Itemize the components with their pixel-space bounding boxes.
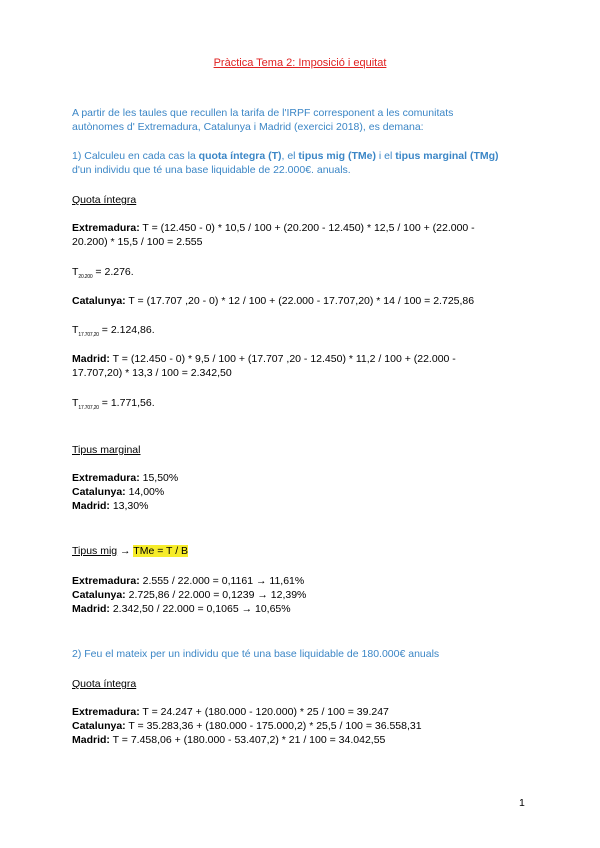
question-1-line-1 (72, 150, 499, 163)
region-label: Extremadura: (72, 706, 140, 718)
q1-term-tipus-mig: tipus mig (TMe) (298, 150, 376, 162)
t-symbol: T (72, 397, 79, 409)
question-1-line-2: d'un individu que té una base liquidable de 22.000€. anuals. (72, 164, 351, 176)
region-label: Catalunya: (72, 589, 126, 601)
calc-text: T = 7.458,06 + (180.000 - 53.407,2) * 21 / 100 = 34.042,55 (109, 734, 386, 746)
catalunya-calc (72, 295, 474, 308)
t-subscript: 17.707,20 (78, 332, 99, 338)
madrid-calc-line-2: 17.707,20) * 13,3 / 100 = 2.342,50 (72, 367, 232, 379)
calc-text: T = (12.450 - 0) * 10,5 / 100 + (20.200 - 12.450) * 12,5 / 100 + (22.000 - (139, 222, 475, 234)
calc-text: T = 35.283,36 + (180.000 - 175.000,2) * 25,5 / 100 = 36.558,31 (125, 720, 422, 732)
page-title: Pràctica Tema 2: Imposició i equitat (213, 57, 387, 69)
tme-value: 2.725,86 / 22.000 = 0,1239 → 12,39% (125, 589, 307, 601)
t-symbol: T (72, 324, 79, 336)
q1-term-tipus-marginal: tipus marginal (TMg) (395, 150, 499, 162)
calc-text: T = (12.450 - 0) * 9,5 / 100 + (17.707 ,20 - 12.450) * 11,2 / 100 + (22.000 - (109, 353, 456, 365)
q1-term-quota: quota íntegra (T) (198, 150, 282, 162)
tmg-extremadura (72, 472, 178, 485)
q2-catalunya (72, 720, 422, 733)
intro-line-1: A partir de les taules que recullen la tarifa de l'IRPF corresponent a les comunitats (72, 107, 454, 119)
t-value: = 2.124,86. (98, 324, 155, 336)
t-subscript: 20.200 (78, 274, 93, 280)
tme-catalunya (72, 589, 306, 602)
section-heading-tipus-mig (72, 545, 188, 558)
page-number: 1 (519, 797, 525, 809)
t-subscript: 17.707,20 (78, 405, 99, 411)
region-label: Madrid: (72, 500, 110, 512)
region-label: Madrid: (72, 734, 110, 746)
tme-value: 2.342,50 / 22.000 = 0,1065 → 10,65% (109, 603, 291, 615)
tme-extremadura (72, 575, 304, 588)
section-heading-quota-integra: Quota íntegra (72, 194, 137, 206)
arrow-icon: → (117, 545, 134, 557)
madrid-calc-line-1 (72, 353, 456, 366)
tmg-catalunya (72, 486, 164, 499)
calc-text: T = (17.707 ,20 - 0) * 12 / 100 + (22.000 - 17.707,20) * 14 / 100 = 2.725,86 (125, 295, 475, 307)
q2-madrid (72, 734, 385, 747)
extremadura-calc-line-1 (72, 222, 475, 235)
region-label: Catalunya: (72, 486, 126, 498)
tme-madrid (72, 603, 291, 616)
heading-text: Tipus mig (72, 545, 118, 557)
catalunya-t-result (72, 324, 155, 339)
tmg-value: 13,30% (109, 500, 149, 512)
extremadura-t-result (72, 266, 134, 281)
region-label: Extremadura: (72, 575, 140, 587)
q1-text: , el (281, 150, 299, 162)
question-2: 2) Feu el mateix per un individu que té una base liquidable de 180.000€ anuals (72, 648, 440, 660)
region-label: Catalunya: (72, 720, 126, 732)
tme-value: 2.555 / 22.000 = 0,1161 → 11,61% (139, 575, 305, 587)
region-label: Madrid: (72, 603, 110, 615)
intro-line-2: autònomes d' Extremadura, Catalunya i Madrid (exercici 2018), es demana: (72, 121, 424, 133)
region-label: Extremadura: (72, 472, 140, 484)
section-heading-quota-integra-2: Quota íntegra (72, 678, 137, 690)
tmg-madrid (72, 500, 148, 513)
region-label: Extremadura: (72, 222, 140, 234)
t-symbol: T (72, 266, 79, 278)
madrid-t-result (72, 397, 155, 412)
t-value: = 2.276. (92, 266, 134, 278)
section-heading-tipus-marginal: Tipus marginal (72, 444, 141, 456)
tmg-value: 15,50% (139, 472, 179, 484)
region-label: Catalunya: (72, 295, 126, 307)
q1-text: i el (376, 150, 396, 162)
extremadura-calc-line-2: 20.200) * 15,5 / 100 = 2.555 (72, 236, 203, 248)
q1-text: 1) Calculeu en cada cas la (72, 150, 199, 162)
region-label: Madrid: (72, 353, 110, 365)
q2-extremadura (72, 706, 389, 719)
calc-text: T = 24.247 + (180.000 - 120.000) * 25 / 100 = 39.247 (139, 706, 389, 718)
tmg-value: 14,00% (125, 486, 165, 498)
highlighted-formula: TMe = T / B (133, 545, 189, 557)
t-value: = 1.771,56. (98, 397, 155, 409)
